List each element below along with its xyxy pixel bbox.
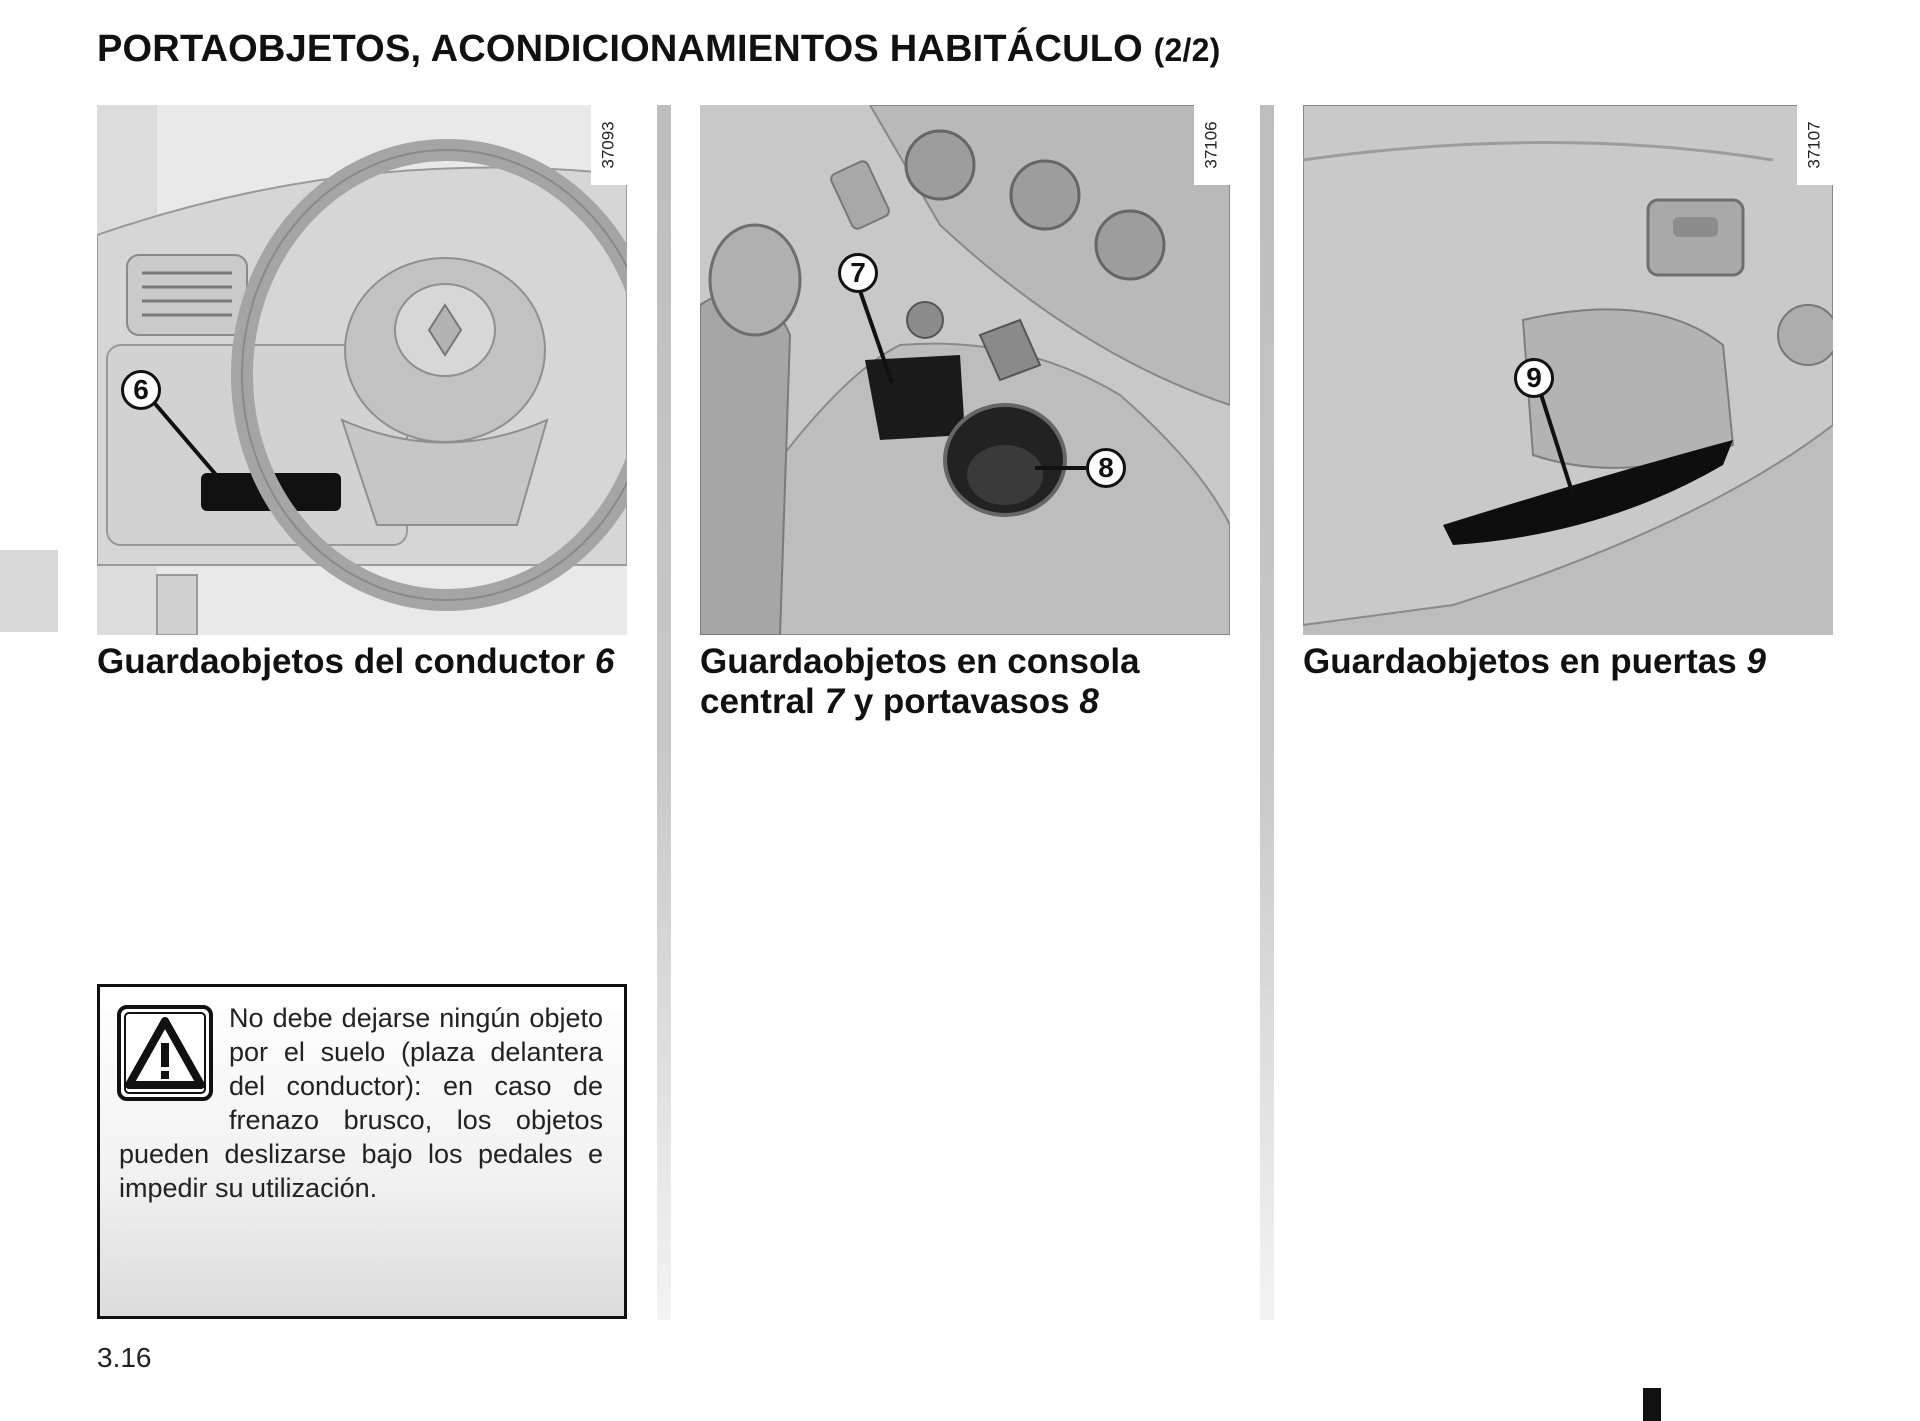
page-title-main: PORTAOBJETOS, ACONDICIONAMIENTOS HABITÁCULO [97,28,1143,70]
warning-box [97,984,627,1319]
page-title [97,28,1847,71]
column-divider-2 [1260,105,1274,1320]
corner-mark [1643,1388,1661,1421]
page-number: 3.16 [97,1342,152,1373]
figure-console-storage [700,105,1230,635]
figure-code-1: 37093 [591,105,627,185]
callout-7: 7 [838,253,878,293]
figure-code-3: 37107 [1797,105,1833,185]
caption-ref-6: 6 [594,642,615,681]
figure-code-2: 37106 [1194,105,1230,185]
section-tab [0,550,58,632]
column-divider-1 [657,105,671,1320]
figure-driver-storage [97,105,627,635]
callout-6: 6 [121,370,161,410]
console-illustration [700,105,1230,635]
caption-ref-8: 8 [1079,682,1099,721]
caption-ref-7: 7 [824,682,844,721]
caption-driver-storage: Guardaobjetos del conductor 6 [97,642,615,681]
caption-door-storage: Guardaobjetos en puertas 9 [1303,642,1766,681]
callout-8: 8 [1086,448,1126,488]
caption-ref-9: 9 [1746,642,1766,681]
warning-text: No debe dejarse ningún objeto por el suelo (plaza delantera del conductor): en caso de frenazo brusco, los objetos pueden deslizarse bajo los pedales e impedir su utilización. [119,1003,603,1203]
caption-console-storage: Guardaobjetos en consola central 7 y portavasos 8 [700,642,1140,721]
dashboard-illustration [97,105,627,635]
page-title-part: (2/2) [1153,32,1221,68]
callout-9: 9 [1514,358,1554,398]
door-illustration [1303,105,1833,635]
figure-door-storage [1303,105,1833,635]
